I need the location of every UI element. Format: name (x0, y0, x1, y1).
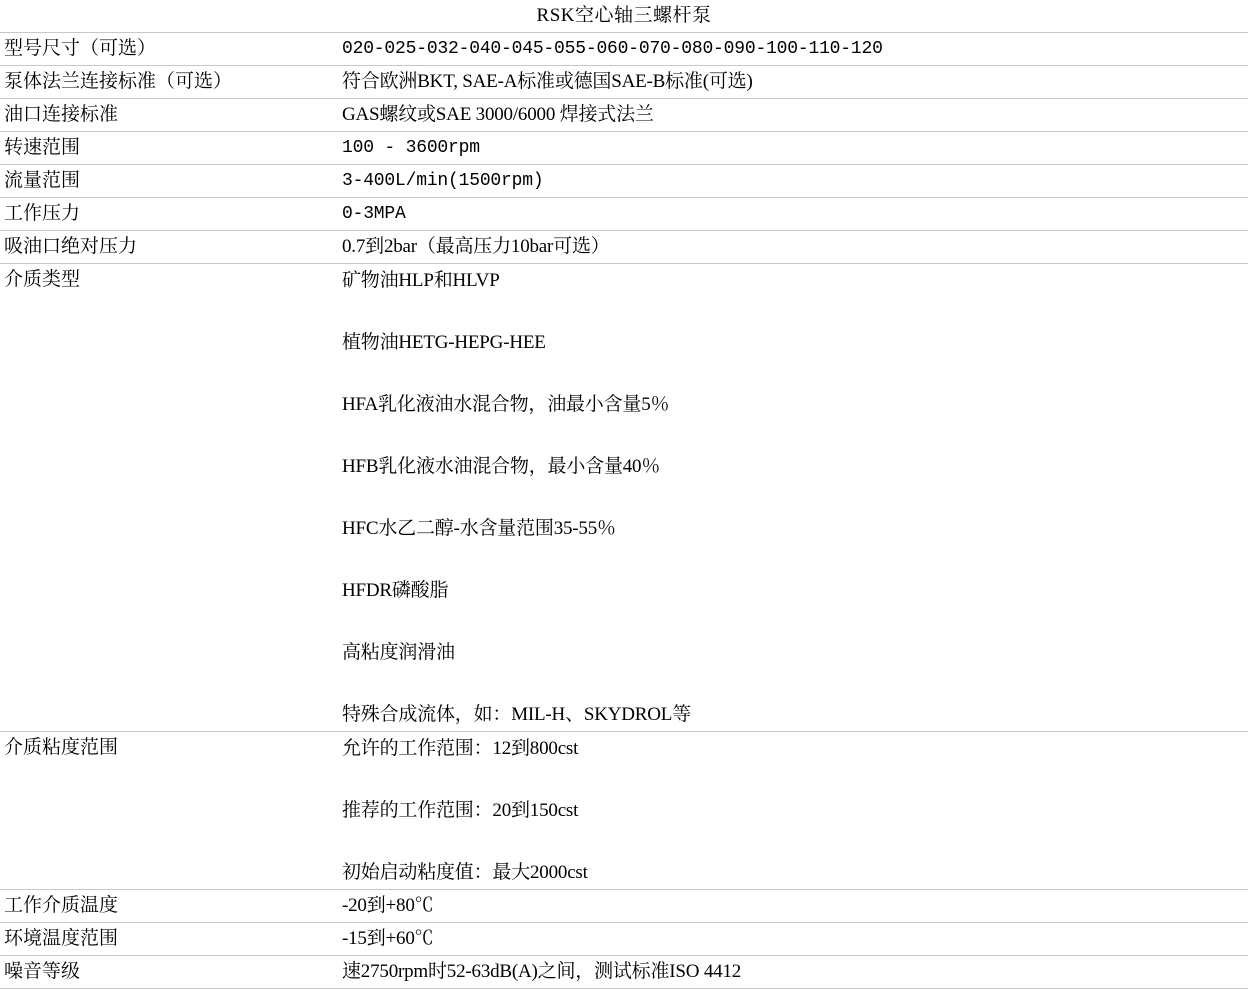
media-type-line: 矿物油HLP和HLVP (342, 270, 500, 291)
table-row (0, 33, 1248, 66)
specification-table (0, 32, 1248, 989)
row-value: 符合欧洲BKT, SAE-A标准或德国SAE-B标准(可选) (338, 66, 1248, 99)
row-label: 噪音等级 (0, 956, 338, 989)
row-value: GAS螺纹或SAE 3000/6000 焊接式法兰 (338, 99, 1248, 132)
row-label: 型号尺寸（可选） (0, 33, 338, 66)
table-row (0, 198, 1248, 231)
row-label: 工作压力 (0, 198, 338, 231)
spacer (342, 420, 1244, 451)
table-row (0, 66, 1248, 99)
media-type-line: 植物油HETG-HEPG-HEE (342, 332, 546, 353)
row-label: 吸油口绝对压力 (0, 231, 338, 264)
row-value: 3-400L/min(1500rpm) (338, 165, 1248, 198)
row-label: 工作介质温度 (0, 890, 338, 923)
spacer (342, 668, 1244, 699)
table-body (0, 33, 1248, 989)
row-label: 环境温度范围 (0, 923, 338, 956)
table-row (0, 231, 1248, 264)
row-label: 介质类型 (0, 264, 338, 732)
media-type-line: 高粘度润滑油 (342, 642, 455, 663)
table-row (0, 956, 1248, 989)
row-value: -15到+60℃ (338, 923, 1248, 956)
row-value-viscosity (338, 732, 1248, 890)
table-row (0, 890, 1248, 923)
page-title: RSK空心轴三螺杆泵 (536, 5, 712, 26)
media-type-line: HFC水乙二醇-水含量范围35-55％ (342, 518, 616, 539)
spacer (342, 358, 1244, 389)
table-row (0, 923, 1248, 956)
spacer (342, 764, 1244, 795)
row-value: 100 - 3600rpm (338, 132, 1248, 165)
row-label: 介质粘度范围 (0, 732, 338, 890)
row-value: 0.7到2bar（最高压力10bar可选） (338, 231, 1248, 264)
row-value: -20到+80℃ (338, 890, 1248, 923)
row-value: 0-3MPA (338, 198, 1248, 231)
spacer (342, 606, 1244, 637)
viscosity-line: 初始启动粘度值：最大2000cst (342, 862, 588, 883)
media-type-line: HFA乳化液油水混合物，油最小含量5％ (342, 394, 670, 415)
table-row (0, 165, 1248, 198)
row-label: 转速范围 (0, 132, 338, 165)
row-value: 020-025-032-040-045-055-060-070-080-090-100-110-120 (338, 33, 1248, 66)
media-type-line: HFB乳化液水油混合物，最小含量40％ (342, 456, 661, 477)
table-row-media-type (0, 264, 1248, 732)
viscosity-line: 允许的工作范围：12到800cst (342, 738, 579, 759)
media-type-line: 特殊合成流体，如：MIL-H、SKYDROL等 (342, 704, 692, 725)
row-label: 泵体法兰连接标准（可选） (0, 66, 338, 99)
table-row (0, 99, 1248, 132)
table-row-viscosity (0, 732, 1248, 890)
table-row (0, 132, 1248, 165)
row-label: 流量范围 (0, 165, 338, 198)
media-type-line: HFDR磷酸脂 (342, 580, 449, 601)
row-value-media-type (338, 264, 1248, 732)
row-value: 速2750rpm时52-63dB(A)之间，测试标准ISO 4412 (338, 956, 1248, 989)
spacer (342, 482, 1244, 513)
viscosity-line: 推荐的工作范围：20到150cst (342, 800, 579, 821)
row-label: 油口连接标准 (0, 99, 338, 132)
spacer (342, 826, 1244, 857)
spacer (342, 296, 1244, 327)
spacer (342, 544, 1244, 575)
